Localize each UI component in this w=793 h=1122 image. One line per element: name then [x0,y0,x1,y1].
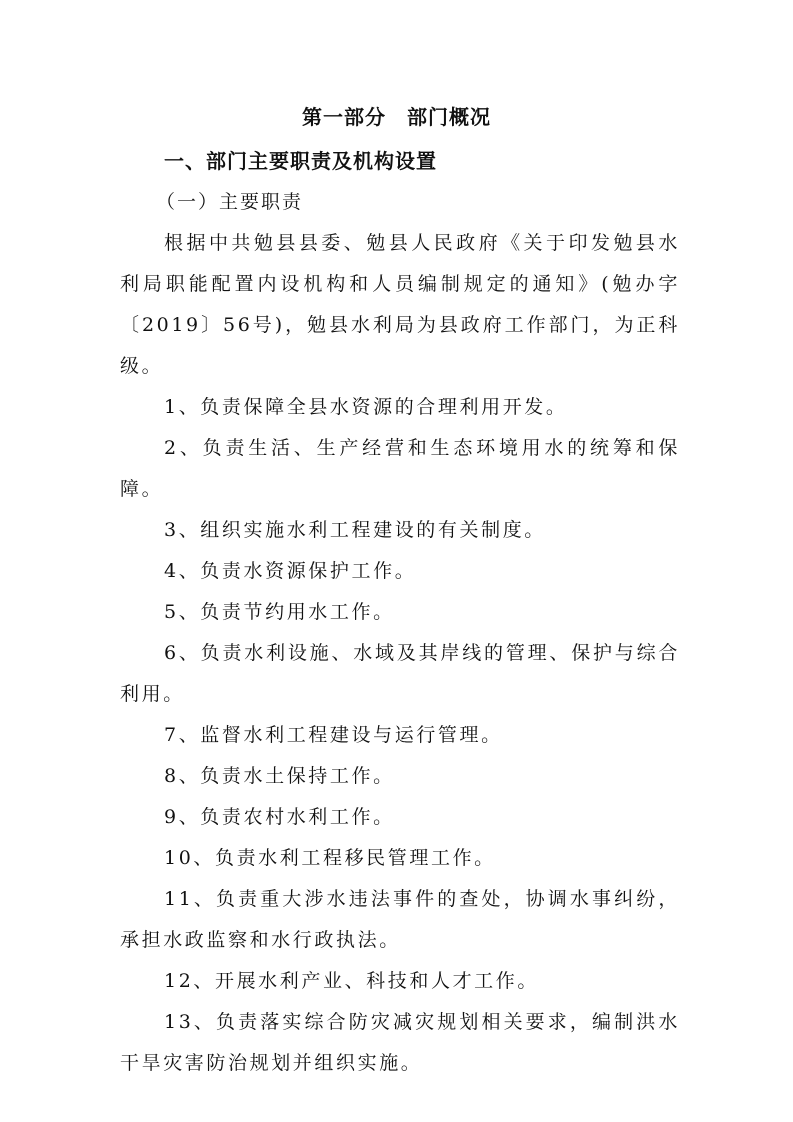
duty-item-1: 1、负责保障全县水资源的合理利用开发。 [164,396,568,418]
document-body [120,141,680,1084]
duty-item-5: 5、负责节约用水工作。 [164,601,395,623]
duty-item-8: 8、负责水土保持工作。 [164,765,395,787]
duty-item-11: 11、负责重大涉水违法事件的查处，协调水事纠纷，承担水政监察和水行政执法。 [120,888,680,951]
duty-item-9: 9、负责农村水利工作。 [164,806,395,828]
duty-item-7: 7、监督水利工程建设与运行管理。 [164,724,503,746]
intro-paragraph: 根据中共勉县县委、勉县人民政府《关于印发勉县水利局职能配置内设机构和人员编制规定的通知》(勉办字〔2019〕56号)，勉县水利局为县政府工作部门，为正科级。 [120,232,680,377]
duty-item-6: 6、负责水利设施、水域及其岸线的管理、保护与综合利用。 [120,642,680,705]
section-heading: 一、部门主要职责及机构设置 [164,149,437,173]
duty-item-3: 3、组织实施水利工程建设的有关制度。 [164,519,546,541]
duty-item-4: 4、负责水资源保护工作。 [164,560,417,582]
duty-item-13: 13、负责落实综合防灾减灾规划相关要求，编制洪水干旱灾害防治规划并组织实施。 [120,1011,680,1074]
duty-item-2: 2、负责生活、生产经营和生态环境用水的统筹和保障。 [120,437,680,500]
subsection-heading: （一）主要职责 [156,191,304,213]
document-title: 第一部分 部门概况 [302,105,491,129]
duty-item-12: 12、开展水利产业、科技和人才工作。 [164,970,539,992]
duty-item-10: 10、负责水利工程移民管理工作。 [164,847,496,869]
